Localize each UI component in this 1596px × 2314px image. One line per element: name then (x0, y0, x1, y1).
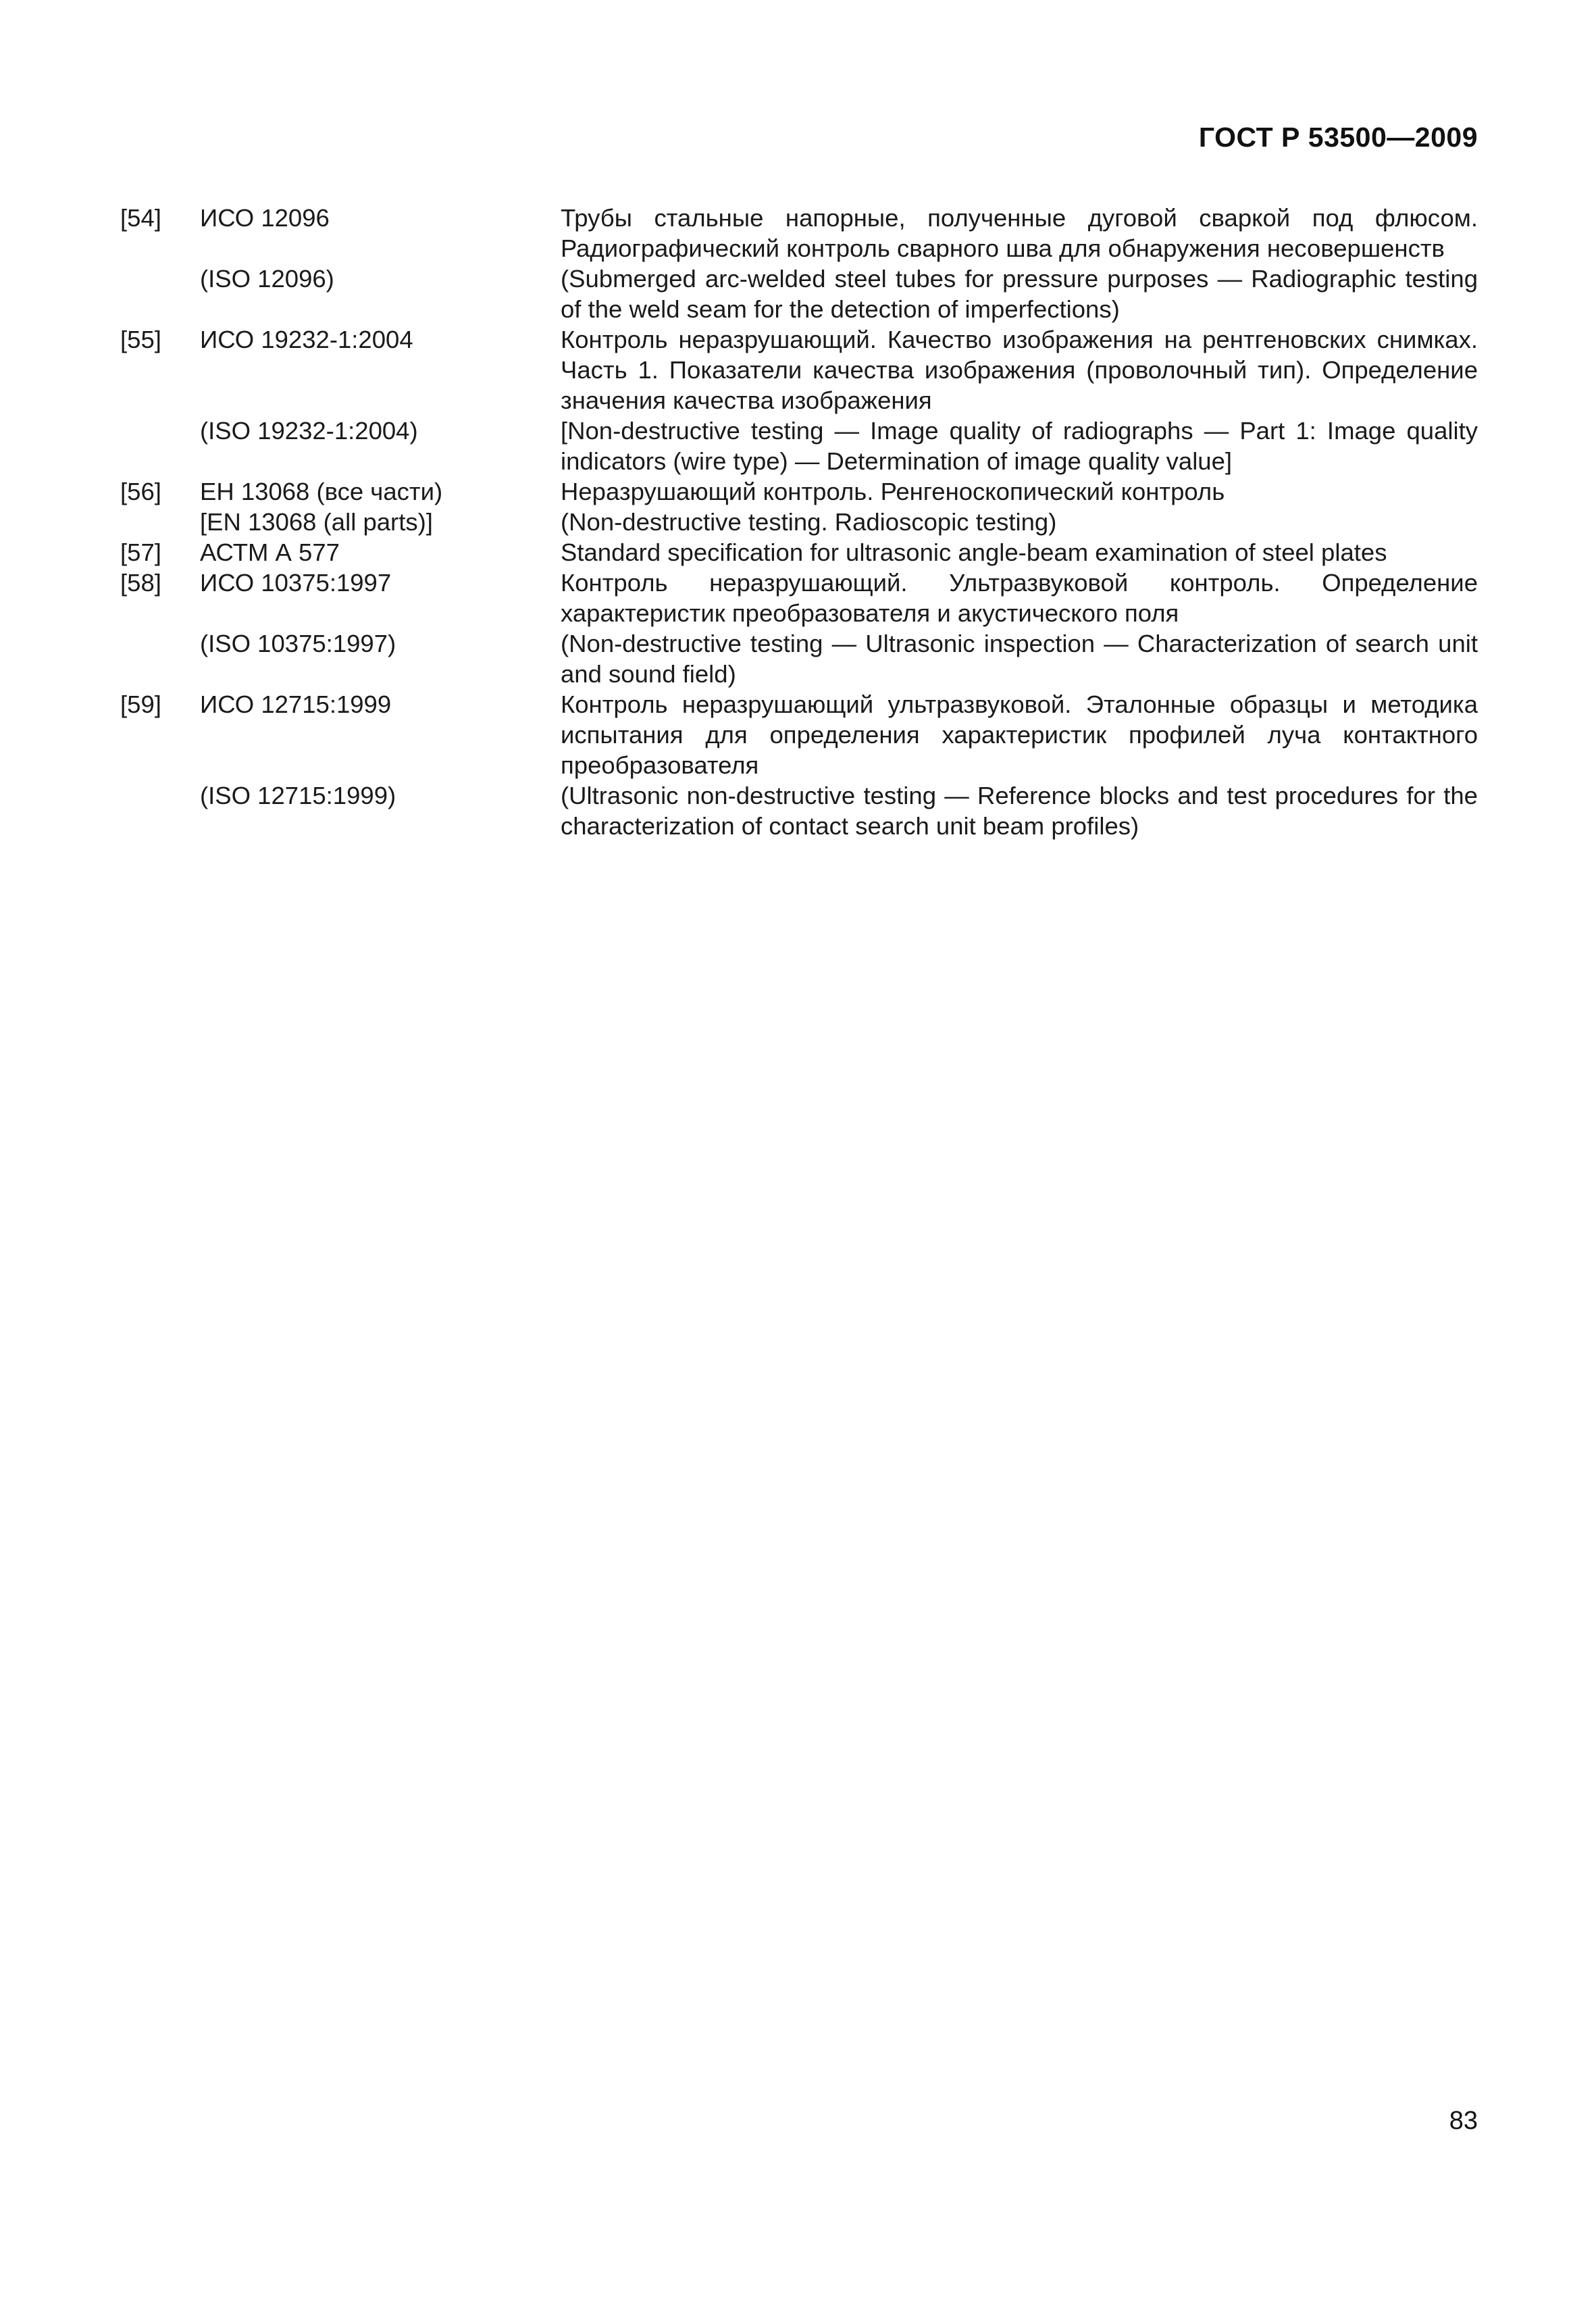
reference-title: Standard specification for ultrasonic angle-beam examination of steel plates (561, 538, 1387, 566)
reference-number: [54] (120, 204, 161, 232)
reference-number (120, 263, 200, 324)
bibliography-list (120, 203, 1478, 841)
reference-code: (ISO 12715:1999) (200, 782, 396, 809)
reference-number (120, 780, 200, 841)
reference-title: Трубы стальные напорные, полученные дуговой сваркой под флюсом. Радиографический контроль сварного шва для обнаружения несовершенств (561, 204, 1478, 262)
reference-entry (120, 507, 1478, 537)
reference-entry (120, 537, 1478, 568)
reference-entry (120, 628, 1478, 689)
reference-number: [57] (120, 538, 161, 566)
reference-code: ИСО 19232-1:2004 (200, 326, 413, 353)
reference-title: Неразрушающий контроль. Ренгеноскопический контроль (561, 478, 1225, 505)
reference-number: [56] (120, 478, 161, 505)
reference-number (120, 416, 200, 476)
reference-number (120, 628, 200, 689)
reference-code: АСТМ А 577 (200, 538, 340, 566)
reference-number: [55] (120, 326, 161, 353)
reference-code: ИСО 10375:1997 (200, 569, 392, 597)
page-number: 83 (1449, 2107, 1478, 2135)
reference-title: [Non-destructive testing — Image quality of radiographs — Part 1: Image quality indicators (wire type) — Determination of image quality value] (561, 417, 1478, 475)
reference-code: ИСО 12715:1999 (200, 690, 392, 718)
reference-entry (120, 203, 1478, 263)
document-code-header: ГОСТ Р 53500—2009 (1198, 122, 1478, 153)
reference-entry (120, 263, 1478, 324)
reference-entry (120, 476, 1478, 507)
reference-entry (120, 416, 1478, 476)
reference-number: [58] (120, 569, 161, 597)
reference-code: [EN 13068 (all parts)] (200, 508, 433, 536)
reference-title: (Non-destructive testing — Ultrasonic inspection — Characterization of search unit and sound field) (561, 630, 1478, 688)
reference-number: [59] (120, 690, 161, 718)
reference-entry (120, 689, 1478, 780)
reference-number (120, 507, 200, 537)
reference-title: (Ultrasonic non-destructive testing — Reference blocks and test procedures for the characterization of contact search unit beam profiles) (561, 782, 1478, 840)
reference-title: (Non-destructive testing. Radioscopic testing) (561, 508, 1057, 536)
reference-code: (ISO 19232-1:2004) (200, 417, 418, 445)
reference-entry (120, 780, 1478, 841)
reference-title: Контроль неразрушающий ультразвуковой. Эталонные образцы и методика испытания для определения характеристик профилей луча контактного преобразователя (561, 690, 1478, 779)
reference-code: (ISO 10375:1997) (200, 630, 396, 657)
reference-code: ИСО 12096 (200, 204, 330, 232)
reference-title: (Submerged arc-welded steel tubes for pressure purposes — Radiographic testing of the weld seam for the detection of imperfections) (561, 265, 1478, 323)
reference-title: Контроль неразрушающий. Качество изображения на рентгеновских снимках. Часть 1. Показатели качества изображения (проволочный тип). Определение значения качества изображения (561, 326, 1478, 414)
reference-title: Контроль неразрушающий. Ультразвуковой контроль. Определение характеристик преобразователя и акустического поля (561, 569, 1478, 627)
reference-entry (120, 324, 1478, 416)
reference-entry (120, 568, 1478, 628)
reference-code: (ISO 12096) (200, 265, 334, 293)
reference-code: ЕН 13068 (все части) (200, 478, 443, 505)
